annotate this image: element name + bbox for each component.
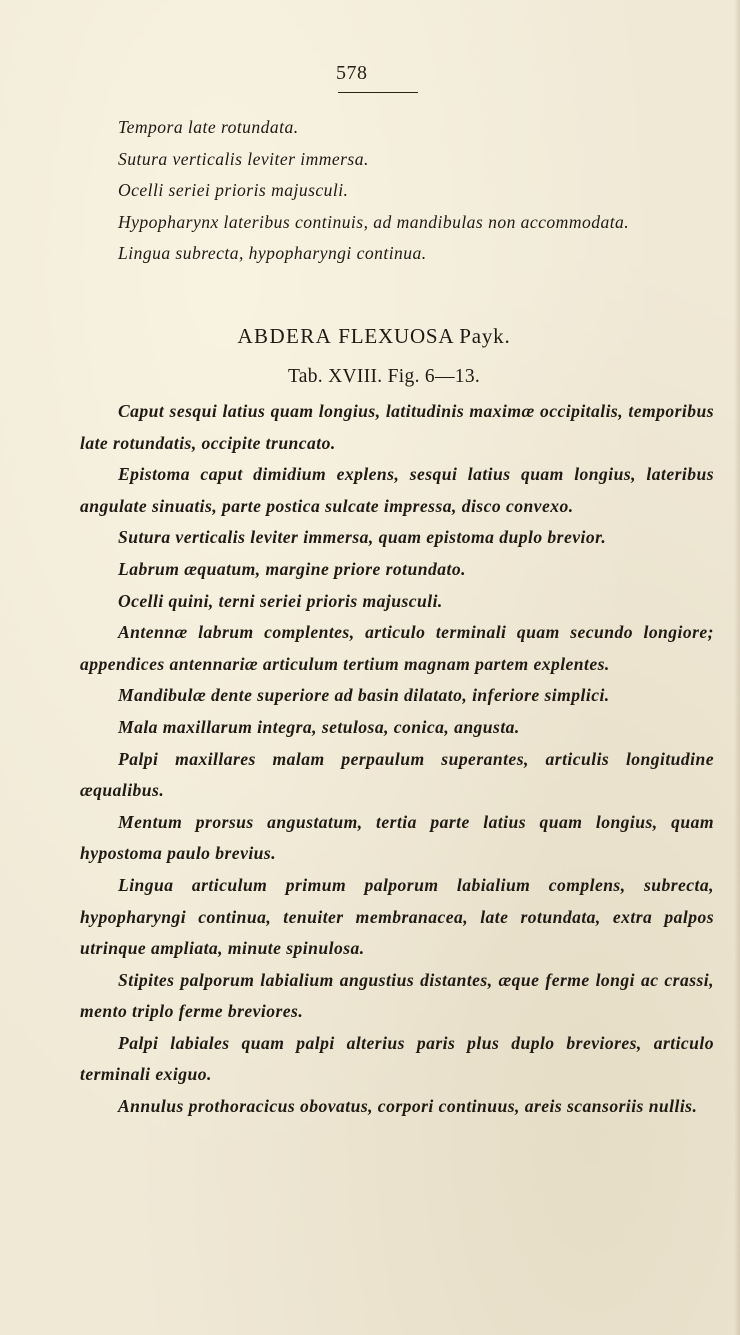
desc-labrum: Labrum æquatum, margine priore rotundato.: [118, 558, 466, 579]
desc-ocelli: Ocelli quini, terni seriei prioris majusculi.: [118, 590, 443, 611]
desc-annulus: Annulus prothoracicus obovatus, corpori continuus, areis scansoriis nullis.: [118, 1096, 698, 1117]
species-epithet: FLEXUOSA: [338, 324, 454, 348]
intro-line-lingua: Lingua subrecta, hypopharyngi continua.: [118, 243, 427, 264]
desc-palpi-maxillares: Palpi maxillares malam perpaulum superantes, articulis longitudine æqualibus.: [80, 748, 714, 801]
species-author: Payk.: [459, 324, 511, 348]
desc-lingua: Lingua articulum primum palporum labialium complens, subrecta, hypopharyngi continua, tenuiter membranacea, late rotundata, extra palpos utrinque ampliata, minute spinulosa.: [80, 874, 714, 959]
desc-caput: Caput sesqui latius quam longius, latitudinis maximæ occipitalis, temporibus late rotundatis, occipite truncato.: [80, 401, 714, 453]
intro-paragraphs: [80, 112, 714, 270]
desc-stipites: Stipites palporum labialium angustius distantes, æque ferme longi ac crassi, mento triplo ferme breviores.: [80, 969, 714, 1022]
intro-line-sutura: Sutura verticalis leviter immersa.: [118, 148, 369, 169]
desc-mala: Mala maxillarum integra, setulosa, conica, angusta.: [118, 716, 520, 737]
intro-line-tempora: Tempora late rotundata.: [118, 117, 299, 137]
species-genus: ABDERA: [237, 324, 333, 348]
intro-line-hypopharynx: Hypopharynx lateribus continuis, ad mandibulas non accommodata.: [118, 211, 630, 232]
desc-mentum: Mentum prorsus angustatum, tertia parte latius quam longius, quam hypostoma paulo brevius.: [80, 811, 714, 864]
page-number: 578: [336, 62, 368, 84]
desc-antennae: Antennæ labrum complentes, articulo terminali quam secundo longiore; appendices antennariæ articulum tertium magnam partem explentes.: [80, 622, 714, 674]
species-description: [80, 396, 714, 1123]
desc-palpi-labiales: Palpi labiales quam palpi alterius paris plus duplo breviores, articulo terminali exiguo.: [80, 1032, 714, 1085]
desc-sutura: Sutura verticalis leviter immersa, quam epistoma duplo brevior.: [118, 527, 607, 548]
desc-mandibulae: Mandibulæ dente superiore ad basin dilatato, inferiore simplici.: [118, 685, 610, 706]
page-edge-shadow: [734, 0, 740, 1335]
species-heading: [0, 324, 740, 349]
intro-line-ocelli: Ocelli seriei prioris majusculi.: [118, 180, 349, 201]
desc-epistoma: Epistoma caput dimidium explens, sesqui latius quam longius, lateribus angulate sinuatis, parte postica sulcate impressa, disco convexo.: [80, 464, 714, 516]
plate-reference: Tab. XVIII. Fig. 6—13.: [287, 366, 481, 387]
page-number-rule: [338, 92, 418, 93]
